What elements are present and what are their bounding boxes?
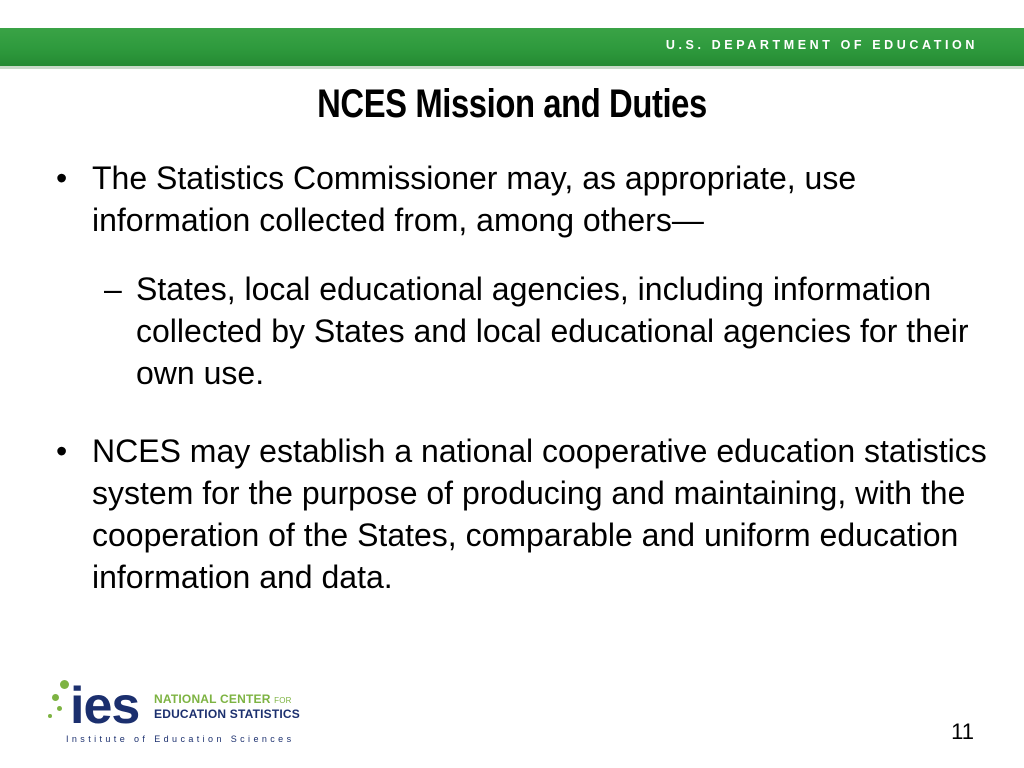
bullet-text: NCES may establish a national cooperative education statistics system for the purpose of producing and maintaining, with the cooperation of the States, comparable and uniform education information and data. [92, 433, 987, 595]
sub-bullet-marker: – [104, 271, 122, 307]
sub-bullet-item [104, 268, 996, 394]
logo-line-1: NATIONAL CENTER FOR [154, 692, 292, 706]
sub-bullet-text: States, local educational agencies, including information collected by States and local educational agencies for their own use. [136, 271, 969, 391]
bullet-item [56, 157, 992, 241]
ies-nces-logo [48, 676, 300, 748]
bullet-item [56, 430, 992, 598]
header-rule [0, 66, 1024, 69]
bullet-marker: • [56, 160, 68, 196]
page-number: 11 [951, 719, 974, 744]
bullet-text: The Statistics Commissioner may, as appropriate, use information collected from, among others— [92, 160, 857, 238]
logo-ies-mark: ies [70, 677, 140, 735]
logo-tagline: Institute of Education Sciences [66, 734, 295, 744]
logo-line-2: EDUCATION STATISTICS [154, 707, 300, 721]
agency-label: U.S. DEPARTMENT OF EDUCATION [665, 38, 978, 52]
slide-title: NCES Mission and Duties [317, 82, 707, 126]
bullet-marker: • [56, 433, 68, 469]
